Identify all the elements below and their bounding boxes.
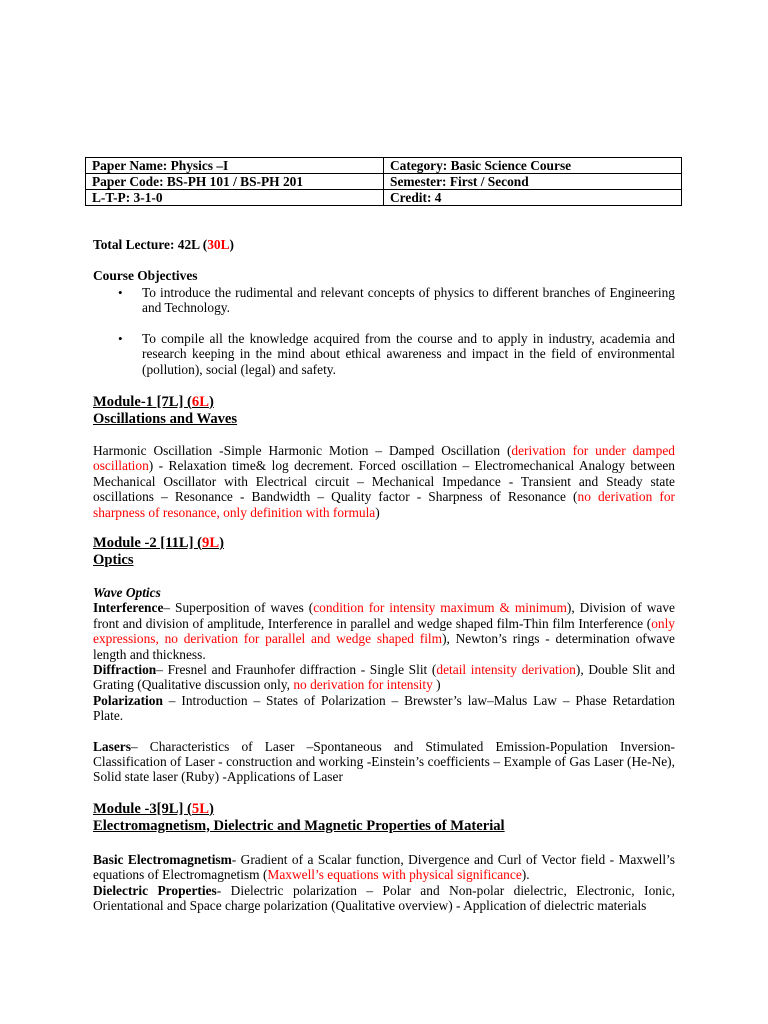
polarization-paragraph: Polarization – Introduction – States of Polarization – Brewster’s law–Malus Law – Phase Retardation Plate. xyxy=(93,692,675,724)
credit-cell: Credit: 4 xyxy=(384,190,682,206)
wave-optics-subheading: Wave Optics xyxy=(93,585,161,600)
semester-cell: Semester: First / Second xyxy=(384,174,682,190)
course-objectives-title: Course Objectives xyxy=(93,268,198,283)
module-3-content xyxy=(93,852,675,914)
category-cell: Category: Basic Science Course xyxy=(384,158,682,174)
list-item: • To introduce the rudimental and relevant concepts of physics to different branches of Engineering and Technology. xyxy=(93,285,675,316)
module-1-heading: Module-1 [7L] (6L) Oscillations and Waves xyxy=(93,394,675,427)
module-3-heading: Module -3[9L] (5L) Electromagnetism, Dielectric and Magnetic Properties of Material xyxy=(93,801,675,834)
module-2-title: Optics xyxy=(93,551,134,568)
module-2-content xyxy=(93,585,675,785)
lasers-paragraph: Lasers– Characteristics of Laser –Spontaneous and Stimulated Emission-Population Inversion-Classification of Laser - construction and working -Einstein’s coefficients – Example of Gas Laser (He-Ne), Solid state laser (Ruby) -Applications of Laser xyxy=(93,738,675,785)
paper-info-table xyxy=(85,157,682,206)
ltp-cell: L-T-P: 3-1-0 xyxy=(86,190,384,206)
module-3-title: Electromagnetism, Dielectric and Magnetic Properties of Material xyxy=(93,817,505,834)
table-row xyxy=(86,158,682,174)
module-2-heading: Module -2 [11L] (9L) Optics xyxy=(93,535,675,568)
course-objectives-list xyxy=(93,285,675,377)
basic-electromagnetism-paragraph: Basic Electromagnetism- Gradient of a Scalar function, Divergence and Curl of Vector field - Maxwell’s equations of Electromagnetism (Maxwell’s equations with physical significance). xyxy=(93,852,675,883)
module-1-content: Harmonic Oscillation -Simple Harmonic Motion – Damped Oscillation (derivation for under damped oscillation) - Relaxation time& log decrement. Forced oscillation – Electromechanical Analogy between Mechanical Oscillator with Electrical circuit – Mechanical Impedance - Transient and Steady state oscillations – Resonance - Bandwidth – Quality factor - Sharpness of Resonance (no derivation for sharpness of resonance, only definition with formula) xyxy=(93,443,675,520)
table-row xyxy=(86,174,682,190)
total-lecture: Total Lecture: 42L (30L) xyxy=(93,237,234,252)
table-row xyxy=(86,190,682,206)
diffraction-paragraph: Diffraction– Fresnel and Fraunhofer diffraction - Single Slit (detail intensity derivation), Double Slit and Grating (Qualitative discussion only, no derivation for intensity ) xyxy=(93,662,675,693)
module-1-title: Oscillations and Waves xyxy=(93,410,238,427)
list-item: • To compile all the knowledge acquired from the course and to apply in industry, academia and research keeping in the mind about ethical awareness and impact in the field of environmental (pollution), social (legal) and safety. xyxy=(93,331,675,377)
dielectric-properties-paragraph: Dielectric Properties- Dielectric polarization – Polar and Non-polar dielectric, Electronic, Ionic, Orientational and Space charge polarization (Qualitative overview) - Application of dielectric materials xyxy=(93,882,675,914)
paper-name-cell: Paper Name: Physics –I xyxy=(86,158,384,174)
paper-code-cell: Paper Code: BS-PH 101 / BS-PH 201 xyxy=(86,174,384,190)
interference-paragraph: Interference– Superposition of waves (condition for intensity maximum & minimum), Division of wave front and division of amplitude, Interference in parallel and wedge shaped film-Thin film Interference (only expressions, no derivation for parallel and wedge shaped film), Newton’s rings - determination ofwave length and thickness. xyxy=(93,600,675,662)
